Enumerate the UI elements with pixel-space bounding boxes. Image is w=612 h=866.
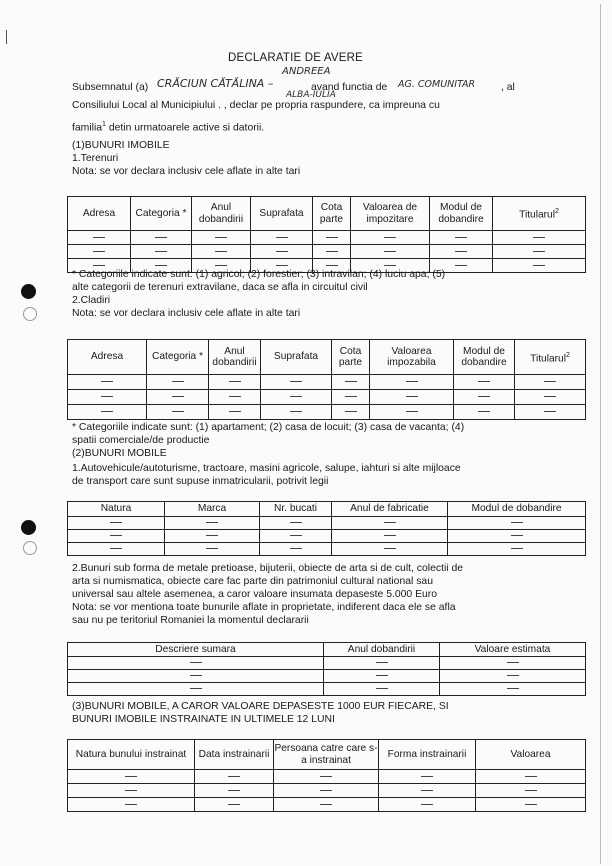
col-header: Nr. bucati <box>260 502 332 517</box>
col-header: Anul dobandirii <box>209 340 261 375</box>
col-header: Suprafata <box>251 197 313 231</box>
intro-line1-mid: avand functia de <box>311 82 388 93</box>
col-header: Forma instrainarii <box>379 740 476 770</box>
col-header: Natura bunului instrainat <box>68 740 195 770</box>
col-header: Categoria * <box>131 197 192 231</box>
col-header: Marca <box>165 502 260 517</box>
footnote1-line1: * Categoriile indicate sunt: (1) agricol; (2) forestier; (3) intravilan; (4) luciu apa; (5) <box>72 269 446 280</box>
intro-line3-prefix: familia <box>72 122 103 134</box>
section2-sub2-line2: arta si numismatica, obiecte care fac parte din patrimoniul cultural national sau <box>72 576 433 587</box>
col-header-label: Titularul <box>519 209 555 221</box>
col-header: Adresa <box>68 197 131 231</box>
footnote-ref: 2 <box>554 208 559 216</box>
section2-note3-line1: Nota: se vor mentiona toate bunurile aflate in proprietate, indiferent daca ele se afla <box>72 602 456 613</box>
handwritten-name-extra: ANDREEA <box>282 66 331 77</box>
section1-heading: (1)BUNURI IMOBILE <box>72 140 170 151</box>
table-row <box>68 657 586 670</box>
col-header: Valoare estimata <box>440 643 586 657</box>
col-header: Valoarea <box>476 740 586 770</box>
section3-heading-line2: BUNURI IMOBILE INSTRAINATE IN ULTIMELE 12 LUNI <box>72 714 335 725</box>
section1-sub2: 2.Cladiri <box>72 295 111 306</box>
section1-sub1: 1.Terenuri <box>72 153 119 164</box>
intro-line1-end: , al <box>501 82 515 93</box>
table-row <box>68 390 586 405</box>
table-row <box>68 784 586 798</box>
section1-note1: Nota: se vor declara inclusiv cele aflate in alte tari <box>72 166 301 177</box>
section2-sub1-line2: de transport care sunt supuse inmatricularii, potrivit legii <box>72 476 329 487</box>
col-header: Persoana catre care s-a instrainat <box>274 740 379 770</box>
handwritten-location: ALBA-IULIA <box>286 90 336 100</box>
col-header: Cota parte <box>313 197 351 231</box>
table-row <box>68 770 586 784</box>
table-row <box>68 670 586 683</box>
footnote-ref: 1 <box>102 121 106 128</box>
table-row <box>68 543 586 556</box>
intro-line3-rest: detin urmatoarele active si datorii. <box>105 122 265 134</box>
col-header: Valoarea de impozitare <box>351 197 430 231</box>
punch-hole <box>23 307 37 321</box>
section2-note3-line2: sau nu pe teritoriul Romaniei la momentul declararii <box>72 615 309 626</box>
col-header: Cota parte <box>332 340 370 375</box>
col-header: Categoria * <box>147 340 209 375</box>
intro-line3 <box>72 118 264 134</box>
cladiri-table <box>67 339 586 420</box>
footnote2-line2: spatii comerciale/de productie <box>72 435 210 446</box>
section1-note2: Nota: se vor declara inclusiv cele aflate in alte tari <box>72 308 301 319</box>
handwritten-function: AG. COMUNITAR <box>398 79 476 90</box>
table-row <box>68 517 586 530</box>
table-row <box>68 530 586 543</box>
punch-hole <box>21 520 36 535</box>
footnote2-line1: * Categoriile indicate sunt: (1) apartament; (2) casa de locuit; (3) casa de vacanta; (4) <box>72 422 465 433</box>
bunuri-pretioase-table <box>67 642 586 696</box>
instrainate-table <box>67 739 586 812</box>
autovehicule-table <box>67 501 586 556</box>
col-header: Valoarea impozabila <box>370 340 454 375</box>
col-header: Anul de fabricatie <box>332 502 448 517</box>
scan-mark <box>600 4 601 864</box>
section2-sub2-line3: universal sau altele asemenea, a caror valoare insumata depaseste 5.000 Euro <box>72 589 438 600</box>
col-header: Modul de dobandire <box>454 340 515 375</box>
footnote1-line2: alte categorii de terenuri extravilane, daca se afla in circuitul civil <box>72 282 368 293</box>
col-header: Anul dobandirii <box>324 643 440 657</box>
table-row <box>68 798 586 812</box>
table-row <box>68 405 586 420</box>
col-header: Natura <box>68 502 165 517</box>
punch-hole <box>23 541 37 555</box>
table-row <box>68 231 586 245</box>
table-row <box>68 375 586 390</box>
page-title: DECLARATIE DE AVERE <box>228 52 364 64</box>
intro-line2: Consiliului Local al Municipiului . , declar pe propria raspundere, ca impreuna cu <box>72 100 440 111</box>
col-header <box>515 340 586 375</box>
col-header: Data instrainarii <box>195 740 274 770</box>
handwritten-name: CRĂCIUN CĂTĂLINA – <box>157 77 274 90</box>
footnote-ref: 2 <box>565 351 570 359</box>
table-row <box>68 683 586 696</box>
section2-heading: (2)BUNURI MOBILE <box>72 448 167 459</box>
table-row <box>68 245 586 259</box>
section2-sub1-line1: 1.Autovehicule/autoturisme, tractoare, masini agricole, salupe, iahturi si alte mijloace <box>72 463 461 474</box>
col-header <box>493 197 586 231</box>
section3-heading-line1: (3)BUNURI MOBILE, A CAROR VALOARE DEPASESTE 1000 EUR FIECARE, SI <box>72 701 449 712</box>
col-header: Modul de dobandire <box>430 197 493 231</box>
col-header: Suprafata <box>261 340 332 375</box>
col-header: Modul de dobandire <box>448 502 586 517</box>
terenuri-table <box>67 196 586 273</box>
col-header: Descriere sumara <box>68 643 324 657</box>
col-header: Anul dobandirii <box>192 197 251 231</box>
section2-sub2-line1: 2.Bunuri sub forma de metale pretioase, bijuterii, obiecte de arta si de cult, colectii de <box>72 563 464 574</box>
col-header-label: Titularul <box>530 352 566 364</box>
col-header: Adresa <box>68 340 147 375</box>
intro-line1-prefix: Subsemnatul (a) <box>72 82 149 93</box>
scan-mark <box>6 30 7 44</box>
punch-hole <box>21 284 36 299</box>
